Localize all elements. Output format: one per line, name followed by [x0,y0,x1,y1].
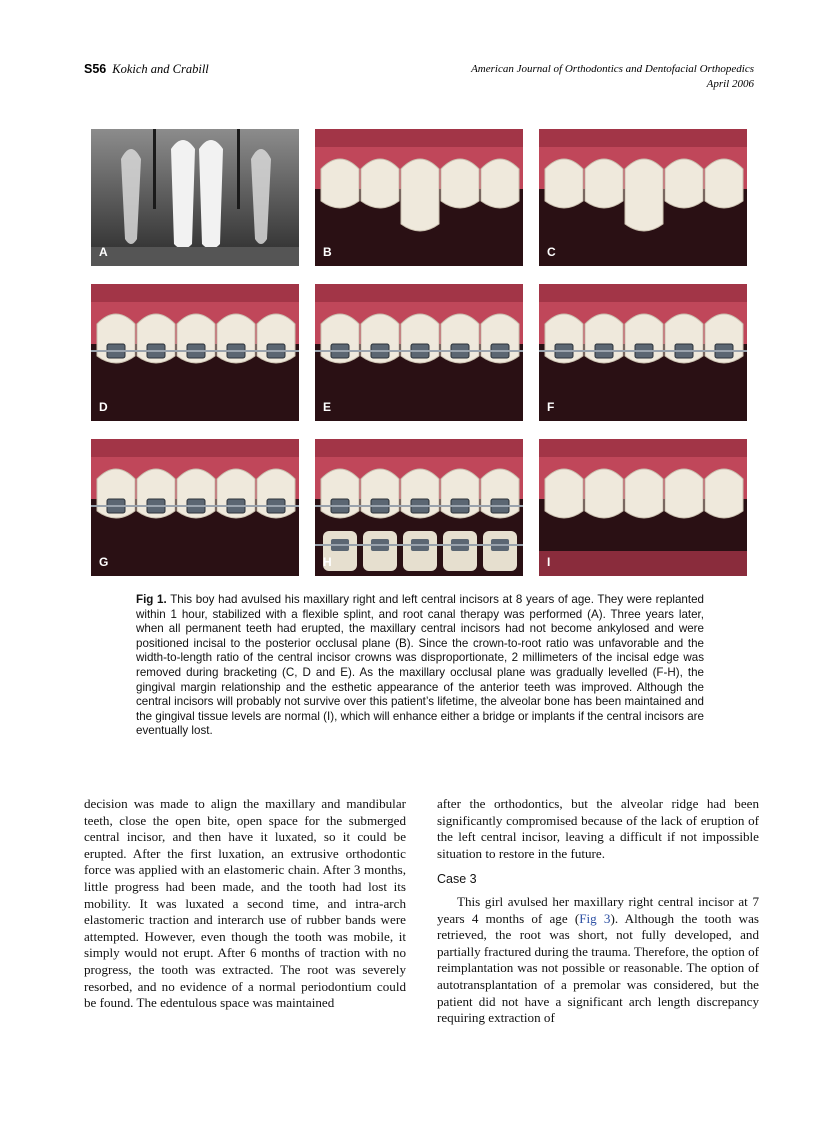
figure-panel-h [315,439,523,576]
figure-panel-g [91,439,299,576]
figure-panel-f [539,284,747,421]
panel-label: D [99,400,108,414]
running-header-right [471,62,754,92]
panel-photo [315,284,523,421]
panel-photo [315,439,523,576]
paragraph-case-3 [437,894,759,1027]
figure-label: Fig 1. [136,593,167,606]
figure-caption [136,593,704,739]
panel-photo [91,129,299,266]
figure-3-link[interactable]: Fig 3 [579,910,611,926]
panel-photo [539,284,747,421]
panel-label: I [547,555,551,569]
case3-text-end: ). Although the tooth was retrieved, the root was short, not fully developed, and partially fractured during the trauma. Therefore, the option of reimplantation was not possible or reasonable. The option of autotransplantation of a premolar was considered, but the patient did not have a significant arch length discrepancy requiring extraction of [437,910,759,1026]
panel-label: H [323,555,332,569]
figure-panel-e [315,284,523,421]
figure-panel-i [539,439,747,576]
panel-photo [539,439,747,576]
figure-panel-c [539,129,747,266]
panel-label: A [99,245,108,259]
figure-panel-a [91,129,299,266]
panel-photo [315,129,523,266]
figure-1-grid [91,129,747,577]
page-number: S56 [84,62,107,76]
paragraph-right-intro: after the orthodontics, but the alveolar ridge had been significantly compromised because of the lack of eruption of the left central incisor, leaving a difficult if not impossible situation to restore in the future. [437,796,759,861]
panel-photo [539,129,747,266]
panel-label: E [323,400,332,414]
panel-photo [91,284,299,421]
issue-date: April 2006 [706,78,754,90]
figure-panel-b [315,129,523,266]
panel-label: F [547,400,555,414]
journal-name: American Journal of Orthodontics and Dentofacial Orthopedics [471,63,754,75]
body-column-left [84,796,406,1012]
panel-label: B [323,245,332,259]
panel-photo [91,439,299,576]
section-heading: Case 3 [437,872,477,887]
case3-text-start: This girl avulsed her maxillary right central incisor at 7 years 4 months of age ( [437,893,759,926]
running-authors: Kokich and Crabill [112,62,209,76]
running-header-left [84,62,209,77]
paragraph-left: decision was made to align the maxillary and mandibular teeth, close the open bite, open space for the submerged central incisor, and then have it luxated, so it could be erupted. After the first luxation, an extrusive orthodontic force was applied with an elastomeric chain. After 3 months, little progress had been made, and the tooth had lost its mobility. It was luxated a second time, and intra-arch elastomeric traction and interarch use of rubber bands were attempted. However, even though the tooth was mobile, it simply would not erupt. After 6 months of traction with no progress, the tooth was extracted. The root was severely resorbed, and no evidence of a normal periodontium could be found. The edentulous space was maintained [84,796,406,1011]
figure-panel-d [91,284,299,421]
body-column-right [437,796,759,1027]
panel-label: G [99,555,109,569]
caption-text: This boy had avulsed his maxillary right and left central incisors at 8 years of age. They were replanted within 1 hour, stabilized with a flexible splint, and root canal therapy was performed (A). Three years later, when all permanent teeth had erupted, the maxillary central incisors had not become ankylosed and were positioned incisal to the posterior occlusal plane (B). Since the crown-to-root ratio was unfavorable and the width-to-length ratio of the central incisor crowns was disproportionate, 2 millimeters of the incisal edge was removed during bracketing (C, D and E). As the maxillary occlusal plane was gradually levelled (F-H), the gingival margin relationship and the esthetic appearance of the anterior teeth was improved. Although the central incisors will probably not survive over this patient’s lifetime, the alveolar bone has been maintained and the gingival tissue levels are normal (I), which will enhance either a bridge or implants if the central incisors are eventually lost. [136,593,704,738]
panel-label: C [547,245,556,259]
